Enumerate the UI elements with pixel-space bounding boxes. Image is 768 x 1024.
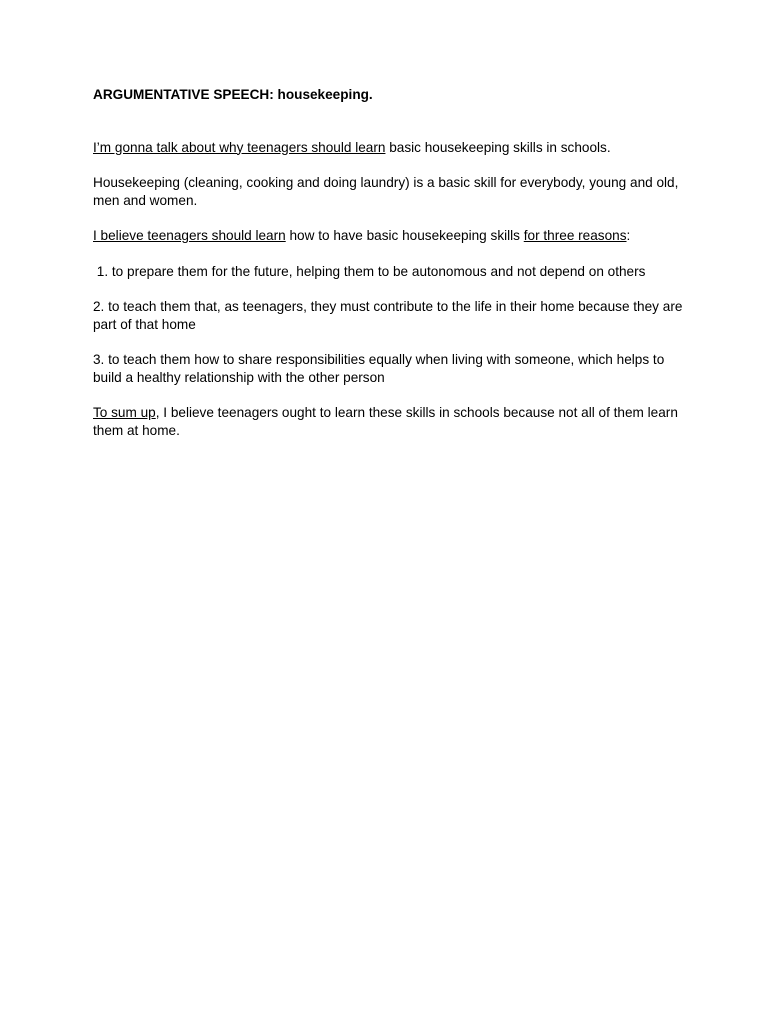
belief-underlined-text: I believe teenagers should learn [93, 228, 286, 243]
conclusion-underlined-text: To sum up [93, 405, 156, 420]
intro-paragraph [93, 139, 683, 157]
reason-2-paragraph: 2. to teach them that, as teenagers, they must contribute to the life in their home because they are part of that home [93, 299, 683, 332]
conclusion-paragraph [93, 404, 683, 439]
reason-3-paragraph: 3. to teach them how to share responsibilities equally when living with someone, which helps to build a healthy relationship with the other person [93, 352, 665, 385]
definition-paragraph: Housekeeping (cleaning, cooking and doing laundry) is a basic skill for everybody, young and old, men and women. [93, 175, 679, 208]
belief-text: how to have basic housekeeping skills [285, 228, 524, 243]
intro-underlined-text: I’m gonna talk about why teenagers should learn [93, 139, 386, 155]
reason-1-paragraph: 1. to prepare them for the future, helping them to be autonomous and not depend on others [93, 263, 646, 279]
intro-text: basic housekeeping skills in schools. [385, 139, 611, 155]
belief-colon: : [626, 228, 631, 243]
conclusion-text: , I believe teenagers ought to learn these skills in schools because not all of them learn them at home. [93, 405, 678, 438]
document-title: ARGUMENTATIVE SPEECH: housekeeping. [93, 87, 373, 102]
belief-paragraph [93, 227, 683, 245]
three-reasons-underlined-text: for three reasons [523, 228, 627, 243]
document-page [93, 86, 683, 439]
